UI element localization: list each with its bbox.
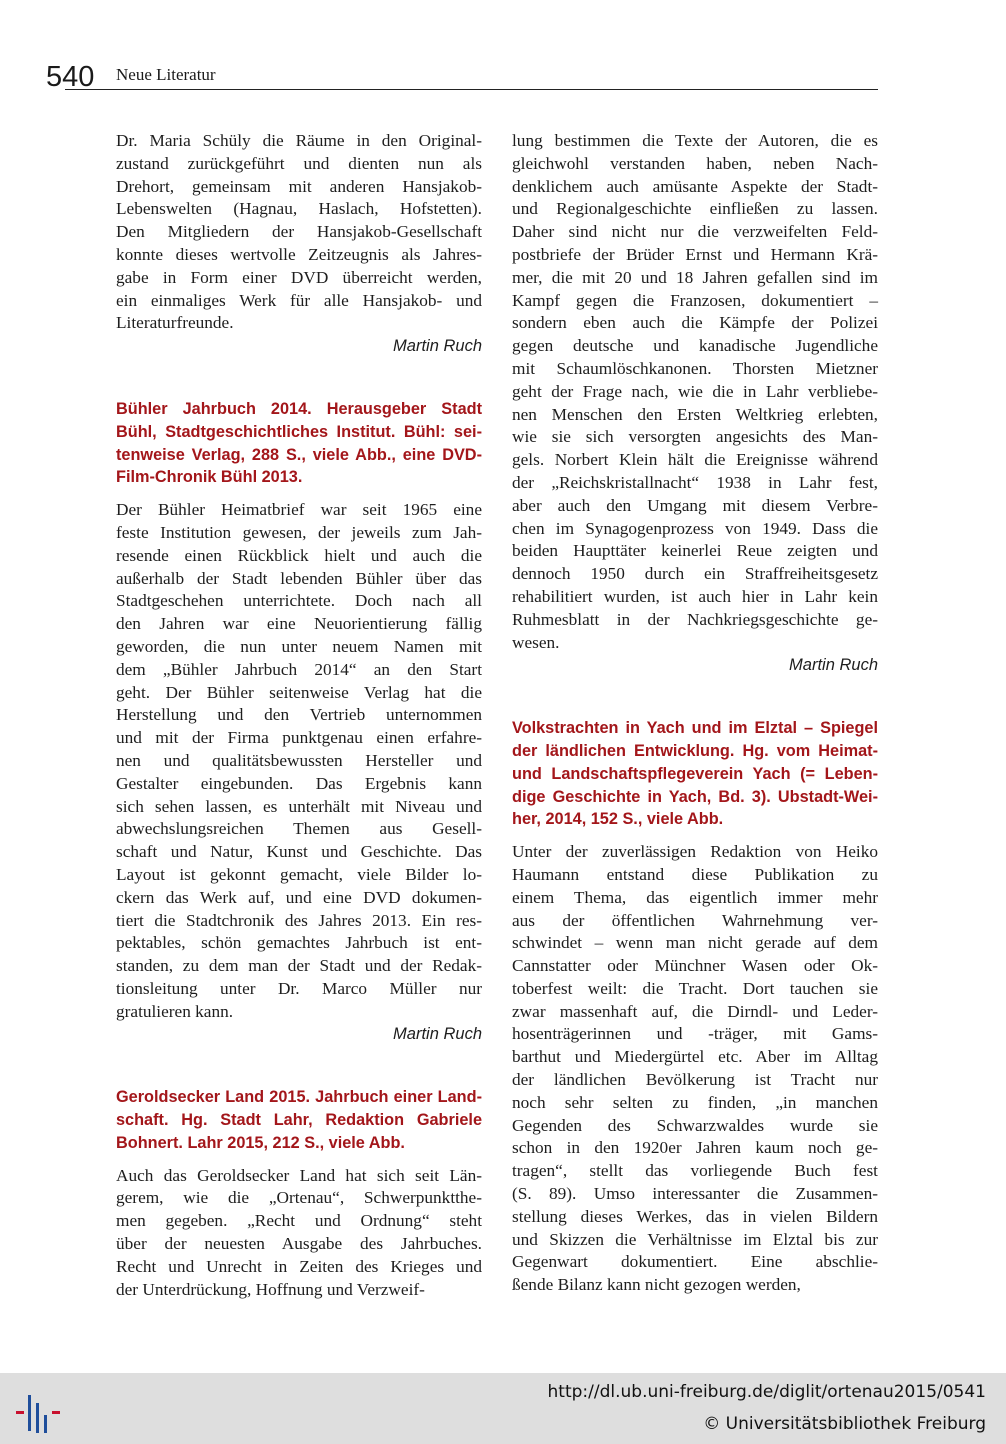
text-line: tenweise Verlag, 288 S., viele Abb., eine DVD- [116, 445, 482, 464]
text-line: noch sehr selten zu finden, „in manchen [512, 1092, 878, 1112]
text-line: Bohnert. Lahr 2015, 212 S., viele Abb. [116, 1133, 405, 1152]
text-line: postbriefe der Brüder Ernst und Hermann Krä- [512, 244, 878, 264]
text-line: Ruhmesblatt in der Nachkriegsgeschichte ge- [512, 609, 878, 629]
text-line: Geroldsecker Land 2015. Jahrbuch einer Land- [116, 1088, 482, 1107]
text-line: Drehort, gemeinsam mit anderen Hansjakob- [116, 176, 482, 196]
text-line: Unter der zuverlässigen Redaktion von Heiko [512, 842, 878, 862]
text-line: pektables, schön gemachtes Jahrbuch ist ent- [116, 933, 482, 953]
text-line: Bühler Jahrbuch 2014. Herausgeber Stadt [116, 399, 482, 418]
text-line: tragen“, stellt das vorliegende Buch fest [512, 1161, 878, 1181]
text-line: und Landschaftspflegeverein Yach (= Leben- [512, 764, 878, 783]
text-line: gels. Norbert Klein hält die Ereignisse während [512, 450, 878, 470]
text-line: her, 2014, 152 S., viele Abb. [512, 810, 724, 829]
text-line: zwar massenhaft auf, die Dirndl- und Leder- [512, 1001, 878, 1021]
text-line: tionsleitung unter Dr. Marco Müller nur [116, 978, 482, 998]
text-line: tiert die Stadtchronik des Jahres 2013. Ein res- [116, 910, 482, 930]
header-rule [65, 89, 878, 90]
text-line: Haumann entstand diese Publikation zu [512, 864, 878, 884]
right-column [512, 130, 878, 1297]
review-heading-volkstrachten [512, 717, 878, 831]
text-line: schwindet – wenn man nicht gerade auf dem [512, 933, 878, 953]
text-line: lung bestimmen die Texte der Autoren, die es [512, 131, 878, 150]
text-line: abwechslungsreichen Themen aus Gesell- [116, 819, 482, 839]
text-line: ein einmaliges Werk für alle Hansjakob- und [116, 290, 482, 310]
review-body-buehler-jahrbuch [116, 499, 482, 1023]
page-number: 540 [46, 61, 95, 93]
text-line: mit Schaumlöschkanonen. Thorsten Mietzner [512, 358, 878, 378]
text-line: ckern das Werk auf, und eine DVD dokumen- [116, 887, 482, 907]
text-line: men gegeben. „Recht und Ordnung“ steht [116, 1211, 482, 1231]
text-line: der „Reichskristallnacht“ 1938 in Lahr fest, [512, 472, 878, 492]
text-line: stellung dieses Werkes, das in vielen Bildern [512, 1206, 878, 1226]
text-line: sondern eben auch die Kämpfe der Polizei [512, 313, 878, 333]
page-header [46, 60, 878, 93]
text-line: Recht und Unrecht in Zeiten des Krieges und [116, 1256, 482, 1276]
text-line: ßende Bilanz kann nicht gezogen werden, [512, 1275, 801, 1295]
review-body-geroldsecker-land [116, 1165, 482, 1302]
text-line: Film-Chronik Bühl 2013. [116, 468, 303, 487]
text-line: Gegenwart dokumentiert. Eine abschlie- [512, 1252, 878, 1272]
text-line: resende einen Rückblick hielt und auch die [116, 545, 482, 565]
text-line: und Skizzen die Verhältnisse im Elztal bis zur [512, 1229, 878, 1249]
text-line: wie sie sich versorgten angesichts des Man- [512, 427, 878, 447]
footer-url-link[interactable]: http://dl.ub.uni-freiburg.de/diglit/ortenau2015/0541 [547, 1382, 986, 1402]
text-line: toberfest weilt: die Tracht. Dort tauchen sie [512, 978, 878, 998]
text-line: Literaturfreunde. [116, 313, 234, 333]
text-line: rehabilitiert wurden, ist auch hier in Lahr kein [512, 586, 878, 606]
text-line: der ländlichen Bevölkerung ist Tracht nur [512, 1070, 878, 1090]
text-line: den Jahren war eine Neuorientierung fällig [116, 614, 482, 634]
text-line: der Unterdrückung, Hoffnung und Verzweif- [116, 1279, 425, 1299]
text-line: dige Geschichte in Yach, Bd. 3). Ubstadt-Wei- [512, 787, 878, 806]
text-line: über der neuesten Ausgabe des Jahrbuches. [116, 1234, 482, 1254]
footer-bar [0, 1373, 1006, 1444]
text-line: Auch das Geroldsecker Land hat sich seit Län- [116, 1165, 482, 1185]
text-line: Herstellung und den Vertrieb unternommen [116, 705, 482, 725]
text-line: geht der Frage nach, wie die in Lahr verbliebe- [512, 381, 878, 401]
text-line: Volkstrachten in Yach und im Elztal – Spiegel [512, 719, 878, 738]
text-line: geht. Der Bühler seitenweise Verlag hat die [116, 682, 482, 702]
text-line: gerem, wie die „Ortenau“, Schwerpunktthe- [116, 1188, 482, 1208]
text-line: außerhalb der Stadt lebenden Bühler über das [116, 568, 482, 588]
text-line: aber auch den Umgang mit diesem Verbre- [512, 495, 878, 515]
text-line: nen und qualitätsbewussten Hersteller und [116, 750, 482, 770]
text-line: feste Institution gewesen, der jeweils zum Jah- [116, 522, 482, 542]
text-line: und Regionalgeschichte einfließen zu lassen. [512, 199, 878, 219]
text-line: Der Bühler Heimatbrief war seit 1965 eine [116, 500, 482, 520]
text-line: Cannstatter oder Münchner Wasen oder Ok- [512, 956, 878, 976]
text-line: dem „Bühler Jahrbuch 2014“ an den Start [116, 659, 482, 679]
text-line: Layout ist gekonnt gemacht, viele Bilder lo- [116, 864, 482, 884]
text-line: gegen deutsche und kanadische Jugendliche [512, 336, 878, 356]
text-line: beiden Haupttäter keinerlei Reue zeigten und [512, 541, 878, 561]
text-line: Kampf gegen die Franzosen, dokumentiert – [512, 290, 878, 310]
intro-author: Martin Ruch [393, 337, 482, 356]
running-title: Neue Literatur [116, 65, 216, 84]
continuation-paragraph [512, 130, 878, 654]
text-line: einem Thema, das eigentlich immer mehr [512, 887, 878, 907]
text-line: standen, zu dem man der Stadt und der Redak- [116, 956, 482, 976]
text-line: schaft und Natur, Kunst und Geschichte. Das [116, 842, 482, 862]
text-line: konnte dieses wertvolle Zeitzeugnis als Jahres- [116, 244, 482, 264]
review-author-buehler-jahrbuch: Martin Ruch [393, 1025, 482, 1044]
text-line: schon in den 1920er Jahren kaum noch ge- [512, 1138, 878, 1158]
footer-copyright: © Universitätsbibliothek Freiburg [703, 1414, 986, 1434]
text-line: mer, die mit 20 und 18 Jahren gefallen sind im [512, 267, 878, 287]
text-line: schaft. Hg. Stadt Lahr, Redaktion Gabriele [116, 1111, 482, 1130]
text-line: sich sehen lassen, es unterhält mit Niveau und [116, 796, 482, 816]
text-line: Den Mitgliedern der Hansjakob-Gesellschaft [116, 222, 482, 242]
text-line: hosenträgerinnen und -träger, mit Gams- [512, 1024, 878, 1044]
text-line: Bühl, Stadtgeschichtliches Institut. Bühl: sei- [116, 422, 482, 441]
text-line: Daher sind nicht nur die verzweifelten Feld- [512, 222, 878, 242]
text-line: gabe in Form einer DVD überreicht werden, [116, 267, 482, 287]
text-line: gleichwohl verstanden haben, neben Nach- [512, 153, 878, 173]
text-line: wesen. [512, 632, 560, 652]
text-line: nen Menschen den Ersten Weltkrieg erlebten, [512, 404, 878, 424]
text-line: zustand zurückgeführt und dienten nun als [116, 153, 482, 173]
left-column [116, 130, 482, 1301]
text-line: geworden, die nun unter neuem Namen mit [116, 636, 482, 656]
text-line: barthut und Miedergürtel etc. Aber im Alltag [512, 1047, 878, 1067]
text-line: Lebenswelten (Hagnau, Haslach, Hofstetten). [116, 199, 482, 219]
text-line: chen im Synagogenprozess von 1949. Dass die [512, 518, 878, 538]
text-line: gratulieren kann. [116, 1001, 234, 1021]
review-heading-geroldsecker-land [116, 1086, 482, 1154]
text-line: und mit der Firma punktgenau einen erfahre- [116, 728, 482, 748]
text-line: der ländlichen Entwicklung. Hg. vom Heimat- [512, 741, 878, 760]
text-line: dennoch 1950 durch ein Straffreiheitsgesetz [512, 564, 878, 584]
text-line: Gegenden des Schwarzwaldes wurde sie [512, 1115, 878, 1135]
review-heading-buehler-jahrbuch [116, 398, 482, 489]
text-line: denklichem auch amüsante Aspekte der Stadt- [512, 176, 878, 196]
review-body-volkstrachten [512, 841, 878, 1297]
continuation-author: Martin Ruch [789, 656, 878, 675]
text-line: (S. 89). Umso interessanter die Zusammen- [512, 1184, 878, 1204]
ub-freiburg-logo-icon [14, 1389, 62, 1437]
text-line: Stadtgeschehen unterrichtete. Doch nach all [116, 591, 482, 611]
text-line: Dr. Maria Schüly die Räume in den Original- [116, 131, 482, 150]
text-line: aus der öffentlichen Wahrnehmung ver- [512, 910, 878, 930]
intro-paragraph [116, 130, 482, 335]
text-line: Gestalter eingebunden. Das Ergebnis kann [116, 773, 482, 793]
